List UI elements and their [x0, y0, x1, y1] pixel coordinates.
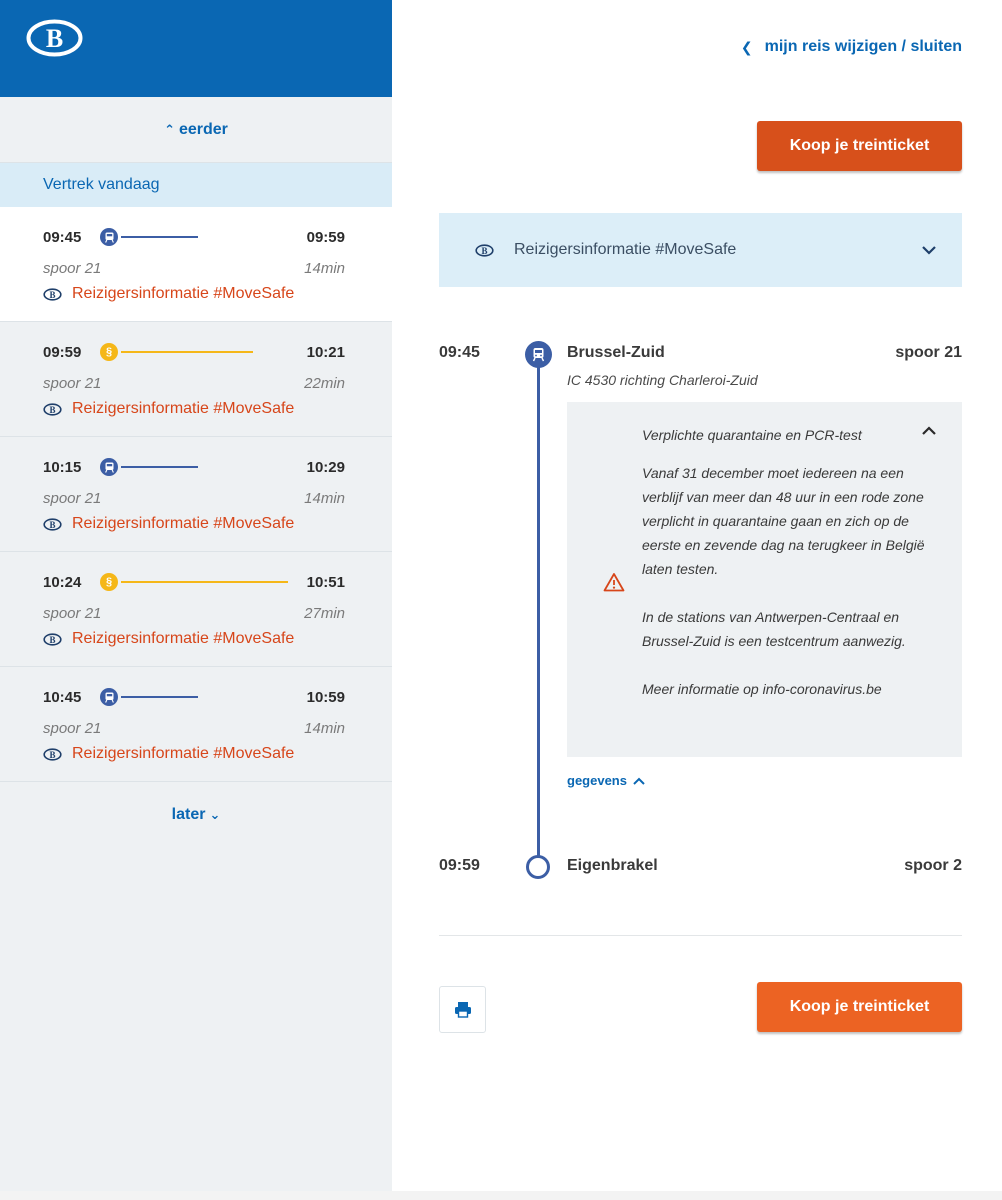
trip-detail-panel — [392, 0, 1002, 1200]
trip-info-link[interactable] — [43, 285, 294, 303]
later-button[interactable] — [0, 782, 392, 847]
chevron-left-icon: ❮ — [740, 38, 753, 55]
route-line — [121, 351, 253, 353]
footer-strip — [0, 1191, 1002, 1200]
sncb-logo-icon — [43, 748, 62, 761]
printer-icon — [454, 1001, 472, 1018]
brand-header — [0, 0, 392, 97]
arrival-time: 10:29 — [306, 458, 345, 476]
departure-time: 10:24 — [43, 573, 82, 591]
sncb-logo-icon — [475, 244, 494, 257]
train-icon — [100, 688, 118, 706]
train-icon — [525, 341, 552, 368]
bus-icon: § — [100, 343, 118, 361]
trip-info-link[interactable] — [43, 630, 294, 648]
sncb-logo-icon — [43, 288, 62, 301]
trip-meta — [43, 260, 345, 277]
trip-platform: spoor 21 — [43, 260, 102, 277]
trip-option[interactable] — [0, 322, 392, 437]
trip-meta — [43, 490, 345, 507]
print-button[interactable] — [439, 986, 486, 1033]
arrival-time: 10:21 — [306, 343, 345, 361]
change-trip-label: mijn reis wijzigen / sluiten — [764, 38, 962, 55]
route-line — [537, 356, 540, 856]
arrival-time: 10:51 — [306, 573, 345, 591]
buy-ticket-button-bottom[interactable]: Koop je treinticket — [757, 982, 962, 1032]
trip-platform: spoor 21 — [43, 490, 102, 507]
trip-list — [0, 207, 392, 782]
trip-meta — [43, 375, 345, 392]
trip-duration: 14min — [304, 720, 345, 737]
day-header: Vertrek vandaag — [0, 162, 392, 207]
svg-text:B: B — [49, 634, 56, 645]
chevron-up-icon — [633, 777, 645, 785]
buy-ticket-button-top[interactable]: Koop je treinticket — [757, 121, 962, 171]
trip-info-label: Reizigersinformatie #MoveSafe — [72, 400, 295, 417]
trip-option[interactable] — [0, 437, 392, 552]
bus-icon: § — [100, 573, 118, 591]
trip-info-label: Reizigersinformatie #MoveSafe — [72, 630, 295, 647]
departure-time: 09:45 — [439, 344, 480, 361]
route-line — [121, 581, 288, 583]
divider — [439, 935, 962, 936]
alert-paragraph: Vanaf 31 december moet iedereen na een verblijf van meer dan 48 uur in een rode zone verplicht in quarantaine gaan en zich op de eerste en zevende dag na terugkeer in België laten testen. — [642, 465, 925, 577]
departure-time: 10:45 — [43, 688, 82, 706]
trip-times — [43, 342, 345, 362]
later-label: later — [171, 805, 206, 823]
arrival-platform: spoor 2 — [904, 857, 962, 874]
arrival-time: 09:59 — [439, 857, 480, 874]
svg-text:B: B — [45, 24, 64, 53]
route-line — [121, 696, 198, 698]
departure-time: 10:15 — [43, 458, 82, 476]
trip-info-label: Reizigersinformatie #MoveSafe — [72, 285, 295, 302]
departure-time: 09:45 — [43, 228, 82, 246]
warning-icon — [603, 572, 625, 592]
svg-text:B: B — [49, 289, 56, 300]
trip-times — [43, 687, 345, 707]
trip-meta — [43, 720, 345, 737]
alert-paragraph: Meer informatie op info-coronavirus.be — [642, 681, 882, 697]
chevron-up-icon: ⌃ — [164, 121, 175, 137]
alert-body — [642, 461, 942, 725]
trip-platform: spoor 21 — [43, 605, 102, 622]
trip-duration: 22min — [304, 375, 345, 392]
route-line — [121, 236, 198, 238]
travel-info-label: Reizigersinformatie #MoveSafe — [514, 241, 737, 258]
arrival-time: 10:59 — [306, 688, 345, 706]
train-icon — [100, 458, 118, 476]
trip-platform: spoor 21 — [43, 720, 102, 737]
trip-list-panel — [0, 0, 392, 1200]
departure-platform: spoor 21 — [895, 344, 962, 361]
earlier-button[interactable] — [0, 97, 392, 162]
trip-duration: 27min — [304, 605, 345, 622]
trip-platform: spoor 21 — [43, 375, 102, 392]
sncb-logo-icon — [26, 19, 83, 57]
trip-option[interactable] — [0, 552, 392, 667]
earlier-label: eerder — [178, 120, 228, 138]
chevron-down-icon: ⌄ — [209, 806, 221, 822]
svg-text:B: B — [49, 749, 56, 760]
trip-option[interactable] — [0, 207, 392, 322]
departure-time: 09:59 — [43, 343, 82, 361]
route-line — [121, 466, 198, 468]
change-trip-link[interactable] — [741, 38, 962, 56]
travel-info-accordion[interactable] — [439, 213, 962, 287]
trip-meta — [43, 605, 345, 622]
trip-option[interactable] — [0, 667, 392, 782]
trip-info-link[interactable] — [43, 515, 294, 533]
trip-times — [43, 227, 345, 247]
chevron-down-icon — [922, 246, 936, 255]
sncb-logo-icon — [43, 633, 62, 646]
alert-box — [567, 402, 962, 757]
trip-times — [43, 457, 345, 477]
details-label: gegevens — [567, 773, 627, 788]
arrival-time: 09:59 — [306, 228, 345, 246]
svg-text:B: B — [481, 245, 488, 256]
trip-info-link[interactable] — [43, 400, 294, 418]
trip-duration: 14min — [304, 490, 345, 507]
alert-title: Verplichte quarantaine en PCR-test — [642, 427, 862, 443]
alert-paragraph: In de stations van Antwerpen-Centraal en Brussel-Zuid is een testcentrum aanwezig. — [642, 609, 906, 649]
chevron-up-icon[interactable] — [922, 426, 936, 435]
trip-info-label: Reizigersinformatie #MoveSafe — [72, 515, 295, 532]
departure-station: Brussel-Zuid — [567, 344, 665, 361]
trip-info-label: Reizigersinformatie #MoveSafe — [72, 745, 295, 762]
trip-info-link[interactable] — [43, 745, 294, 763]
details-toggle[interactable] — [567, 773, 645, 788]
departure-stop — [439, 344, 962, 362]
arrival-stop — [439, 857, 962, 875]
trip-duration: 14min — [304, 260, 345, 277]
trip-times — [43, 572, 345, 592]
arrival-station: Eigenbrakel — [567, 857, 658, 874]
svg-text:B: B — [49, 404, 56, 415]
train-info: IC 4530 richting Charleroi-Zuid — [567, 372, 758, 388]
train-icon — [100, 228, 118, 246]
svg-text:B: B — [49, 519, 56, 530]
sncb-logo-icon — [43, 518, 62, 531]
sncb-logo-icon — [43, 403, 62, 416]
